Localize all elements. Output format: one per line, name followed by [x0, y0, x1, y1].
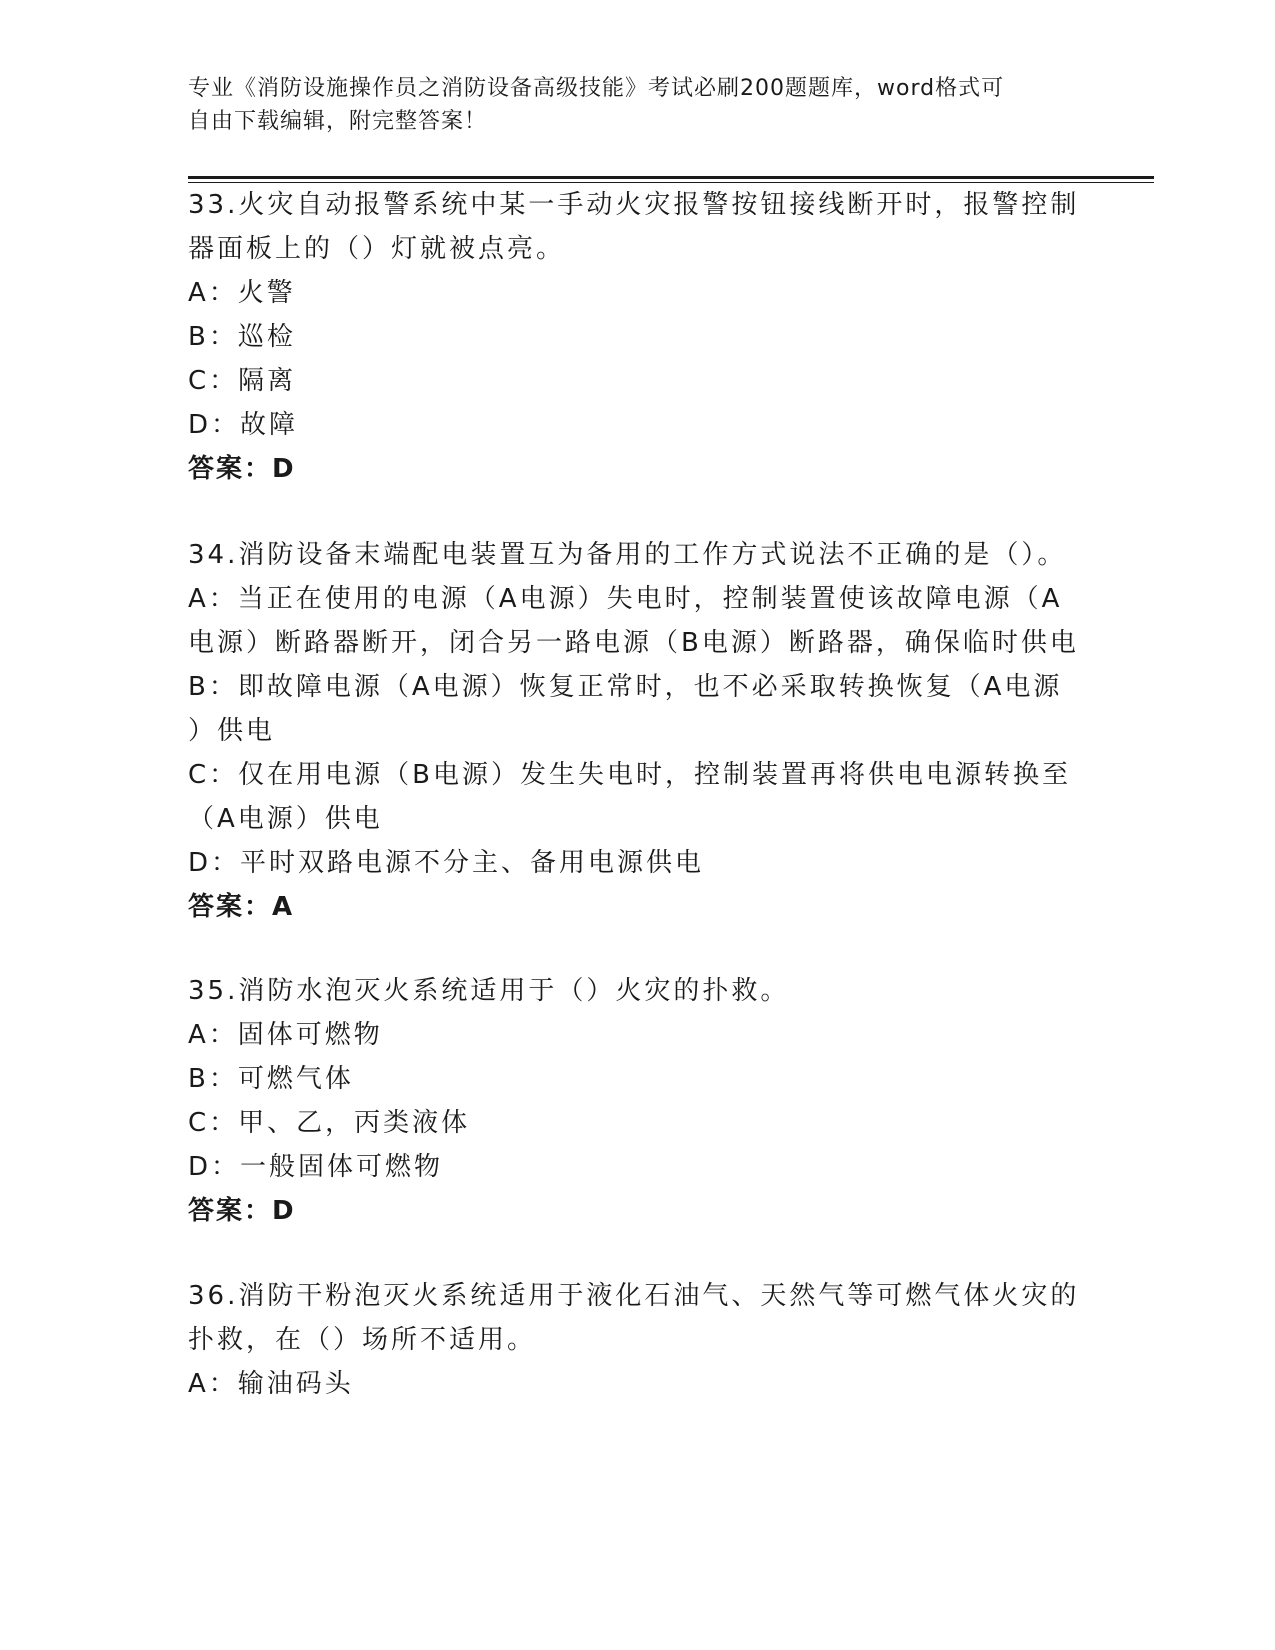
question-35-stem-line-1: 35.消防水泡灭火系统适用于（）火灾的扑救。: [188, 976, 790, 1006]
question-33-option-d: D：故障: [188, 410, 299, 440]
question-33-option-b: B：巡检: [188, 322, 296, 352]
header-divider-thin: [188, 182, 1154, 183]
question-35-option-d: D：一般固体可燃物: [188, 1152, 444, 1182]
question-34-option-b-line-1: B：即故障电源（A电源）恢复正常时，也不必采取转换恢复（A电源: [188, 672, 1063, 702]
question-36-stem-line-2: 扑救，在（）场所不适用。: [188, 1325, 537, 1355]
question-35-answer: 答案：D: [188, 1196, 296, 1226]
question-35-option-b: B：可燃气体: [188, 1064, 354, 1094]
question-34-option-b-line-2: ）供电: [188, 716, 276, 746]
question-35-option-a: A：固体可燃物: [188, 1020, 383, 1050]
question-33-stem-line-1: 33.火灾自动报警系统中某一手动火灾报警按钮接线断开时，报警控制: [188, 190, 1080, 220]
question-36-option-a: A：输油码头: [188, 1369, 354, 1399]
question-35-option-c: C：甲、乙，丙类液体: [188, 1108, 471, 1138]
header-line-1: 专业《消防设施操作员之消防设备高级技能》考试必刷200题题库，word格式可: [188, 76, 1005, 101]
question-34-option-a-line-2: 电源）断路器断开，闭合另一路电源（B电源）断路器，确保临时供电: [188, 628, 1079, 658]
question-36-stem-line-1: 36.消防干粉泡灭火系统适用于液化石油气、天然气等可燃气体火灾的: [188, 1281, 1080, 1311]
question-34-option-a-line-1: A：当正在使用的电源（A电源）失电时，控制装置使该故障电源（A: [188, 584, 1063, 614]
header-divider-thick: [188, 176, 1154, 179]
question-34-option-c-line-1: C：仅在用电源（B电源）发生失电时，控制装置再将供电电源转换至: [188, 760, 1071, 790]
question-34-answer: 答案：A: [188, 892, 295, 922]
question-34-stem-line-1: 34.消防设备末端配电装置互为备用的工作方式说法不正确的是（）。: [188, 540, 1067, 570]
question-33-answer: 答案：D: [188, 454, 296, 484]
header-line-2: 自由下载编辑，附完整答案！: [188, 109, 488, 134]
question-34-option-c-line-2: （A电源）供电: [188, 804, 383, 834]
question-34-option-d: D：平时双路电源不分主、备用电源供电: [188, 848, 705, 878]
document-header: [188, 72, 1068, 138]
question-33-option-c: C：隔离: [188, 366, 297, 396]
question-33-option-a: A：火警: [188, 278, 296, 308]
question-33-stem-line-2: 器面板上的（）灯就被点亮。: [188, 234, 566, 264]
